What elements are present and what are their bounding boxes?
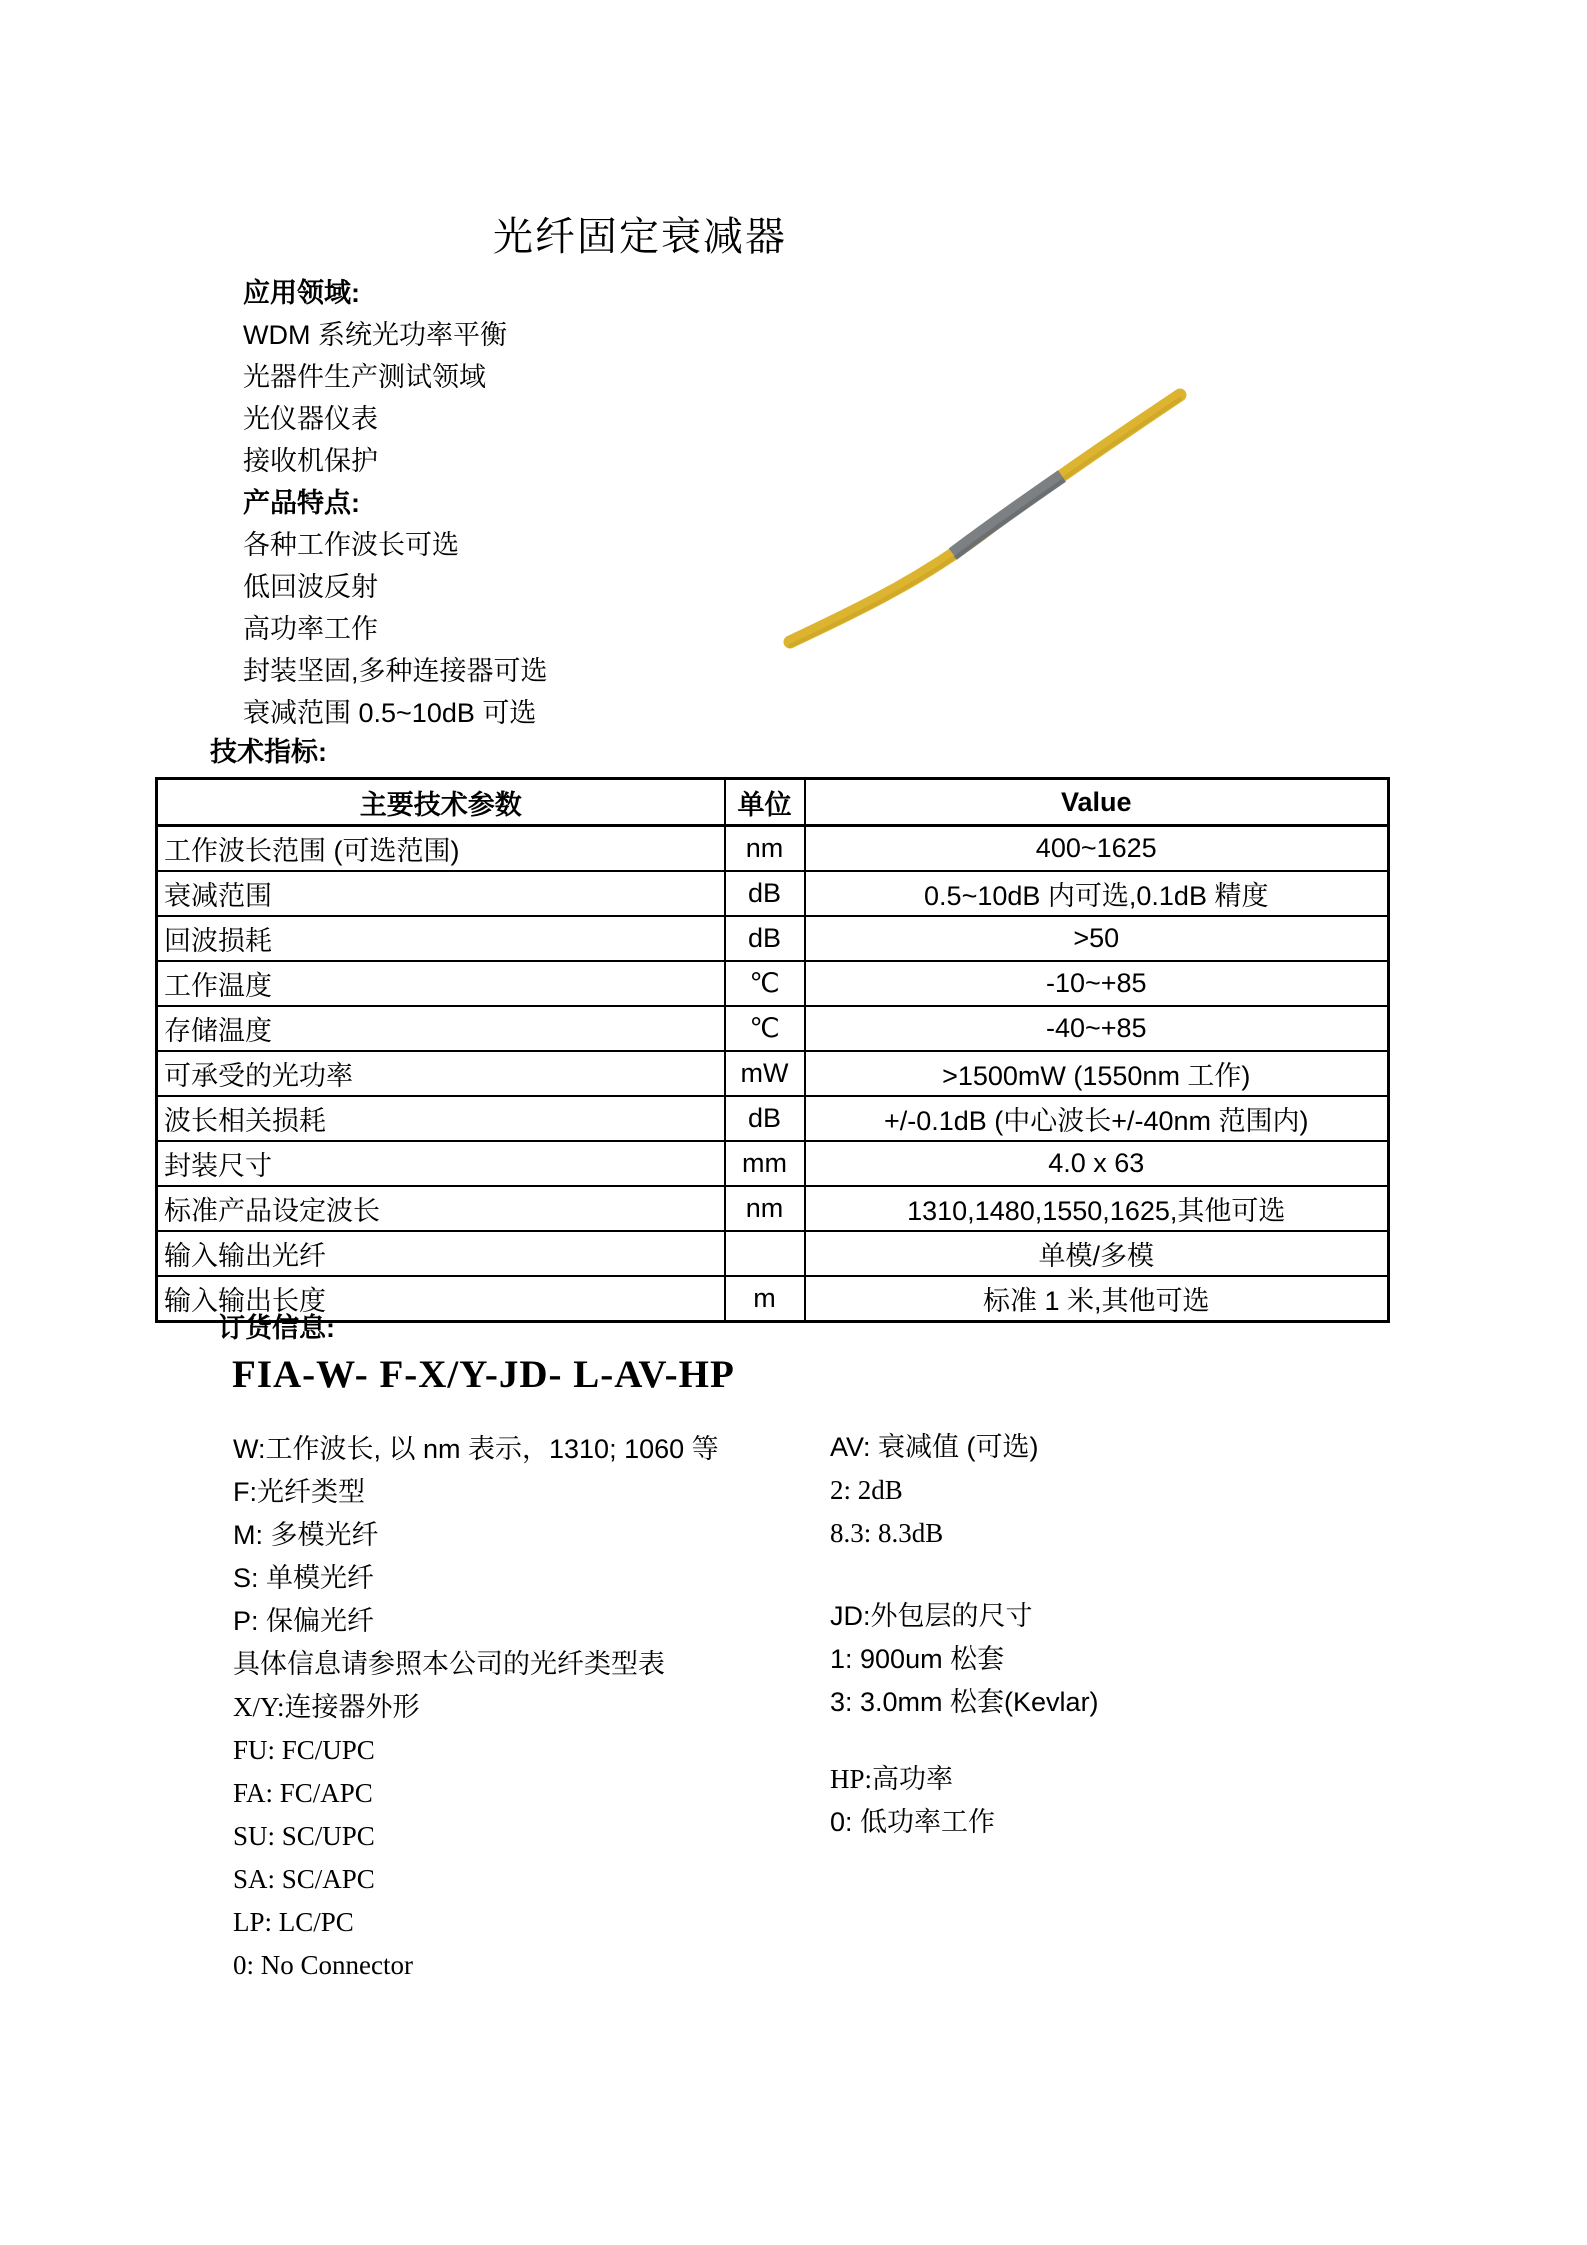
spec-table-row (157, 1276, 1389, 1322)
spec-cell-unit: mm (725, 1141, 805, 1186)
ordering-code-line: SA: SC/APC (233, 1864, 375, 1894)
spec-cell-value: >1500mW (1550nm 工作) (805, 1051, 1389, 1096)
spec-cell-value: -40~+85 (805, 1006, 1389, 1051)
part-number-code: FIA-W- F-X/Y-JD- L-AV-HP (232, 1353, 735, 1396)
spec-cell-param: 标准产品设定波长 (157, 1186, 725, 1231)
spec-cell-unit (725, 1231, 805, 1276)
ordering-heading: 订货信息: (218, 1313, 335, 1343)
spec-cell-value: 4.0 x 63 (805, 1141, 1389, 1186)
spec-cell-unit: ℃ (725, 1006, 805, 1051)
ordering-code-line: AV: 衰减值 (可选) (830, 1432, 1039, 1462)
ordering-code-line: 0: 低功率工作 (830, 1807, 996, 1837)
spec-table-row (157, 961, 1389, 1006)
spec-cell-unit: m (725, 1276, 805, 1322)
fiber-cable-yellow (790, 395, 1180, 642)
spec-cell-unit: nm (725, 826, 805, 872)
ordering-code-line: 0: No Connector (233, 1950, 413, 1980)
specs-heading: 技术指标: (210, 737, 327, 767)
spec-header-unit: 单位 (725, 779, 805, 826)
spec-cell-value: 标准 1 米,其他可选 (805, 1276, 1389, 1322)
spec-cell-value: 1310,1480,1550,1625,其他可选 (805, 1186, 1389, 1231)
spec-cell-unit: dB (725, 916, 805, 961)
ordering-code-line: 1: 900um 松套 (830, 1644, 1005, 1674)
spec-cell-param: 工作波长范围 (可选范围) (157, 826, 725, 872)
spec-table-row (157, 1186, 1389, 1231)
ordering-code-line: S: 单模光纤 (233, 1563, 375, 1593)
intro-section (243, 272, 548, 734)
ordering-code-line: W:工作波长, 以 nm 表示，1310; 1060 等 (233, 1434, 719, 1464)
spec-table-row (157, 1096, 1389, 1141)
spec-table-header-row (157, 779, 1389, 826)
spec-cell-param: 输入输出长度 (157, 1276, 725, 1322)
spec-cell-unit: ℃ (725, 961, 805, 1006)
applications-list (243, 314, 548, 482)
feature-item: 封装坚固,多种连接器可选 (243, 656, 548, 686)
feature-item: 低回波反射 (243, 572, 378, 602)
spec-cell-param: 输入输出光纤 (157, 1231, 725, 1276)
spec-table-row (157, 1051, 1389, 1096)
spec-cell-value: 400~1625 (805, 826, 1389, 872)
spec-table-row (157, 826, 1389, 872)
spec-cell-value: 0.5~10dB 内可选,0.1dB 精度 (805, 871, 1389, 916)
application-item: WDM 系统光功率平衡 (243, 320, 507, 350)
spec-cell-param: 工作温度 (157, 961, 725, 1006)
attenuator-body-gray (953, 476, 1062, 554)
feature-item: 高功率工作 (243, 614, 378, 644)
spec-cell-param: 可承受的光功率 (157, 1051, 725, 1096)
fiber-attenuator-photo (765, 380, 1195, 655)
attenuator-body-shading (955, 480, 1064, 558)
ordering-code-line: FU: FC/UPC (233, 1735, 375, 1765)
ordering-left-column (233, 1428, 719, 1987)
ordering-code-line: HP:高功率 (830, 1764, 954, 1794)
spec-cell-unit: nm (725, 1186, 805, 1231)
spec-table-row (157, 1006, 1389, 1051)
feature-item: 各种工作波长可选 (243, 530, 459, 560)
spec-cell-unit: mW (725, 1051, 805, 1096)
spec-table (155, 777, 1390, 1323)
ordering-group-power (830, 1758, 1099, 1844)
ordering-code-line: JD:外包层的尺寸 (830, 1601, 1033, 1631)
spec-table-body (157, 826, 1389, 1322)
spec-table-container (155, 777, 1390, 1323)
spec-cell-unit: dB (725, 871, 805, 916)
spec-cell-param: 回波损耗 (157, 916, 725, 961)
spec-cell-param: 存储温度 (157, 1006, 725, 1051)
spec-header-value: Value (805, 779, 1389, 826)
application-item: 光仪器仪表 (243, 404, 378, 434)
ordering-code-line: 8.3: 8.3dB (830, 1518, 944, 1548)
spec-table-row (157, 1231, 1389, 1276)
ordering-code-line: 2: 2dB (830, 1475, 903, 1505)
spec-cell-param: 波长相关损耗 (157, 1096, 725, 1141)
ordering-code-line: 3: 3.0mm 松套(Kevlar) (830, 1687, 1099, 1717)
feature-item: 衰减范围 0.5~10dB 可选 (243, 698, 537, 728)
spec-cell-unit: dB (725, 1096, 805, 1141)
ordering-code-line: F:光纤类型 (233, 1477, 365, 1507)
spec-cell-value: 单模/多模 (805, 1231, 1389, 1276)
ordering-right-column (830, 1426, 1099, 1844)
features-list (243, 524, 548, 734)
ordering-code-line: FA: FC/APC (233, 1778, 373, 1808)
ordering-code-line: M: 多模光纤 (233, 1520, 379, 1550)
features-heading: 产品特点: (243, 488, 360, 518)
spec-header-param: 主要技术参数 (157, 779, 725, 826)
ordering-code-line: X/Y:连接器外形 (233, 1692, 420, 1722)
spec-table-row (157, 1141, 1389, 1186)
ordering-code-line: P: 保偏光纤 (233, 1606, 375, 1636)
ordering-group-jacket (830, 1595, 1099, 1724)
spec-table-row (157, 871, 1389, 916)
spec-cell-param: 衰减范围 (157, 871, 725, 916)
page-title: 光纤固定衰减器 (493, 214, 787, 259)
ordering-code-line: 具体信息请参照本公司的光纤类型表 (233, 1649, 665, 1679)
ordering-group-attenuation (830, 1426, 1099, 1555)
application-item: 光器件生产测试领域 (243, 362, 486, 392)
ordering-code-line: LP: LC/PC (233, 1907, 354, 1937)
ordering-code-line: SU: SC/UPC (233, 1821, 375, 1851)
spec-cell-param: 封装尺寸 (157, 1141, 725, 1186)
spec-cell-value: >50 (805, 916, 1389, 961)
application-item: 接收机保护 (243, 446, 378, 476)
applications-heading: 应用领域: (243, 278, 360, 308)
spec-cell-value: +/-0.1dB (中心波长+/-40nm 范围内) (805, 1096, 1389, 1141)
spec-cell-value: -10~+85 (805, 961, 1389, 1006)
spec-table-row (157, 916, 1389, 961)
